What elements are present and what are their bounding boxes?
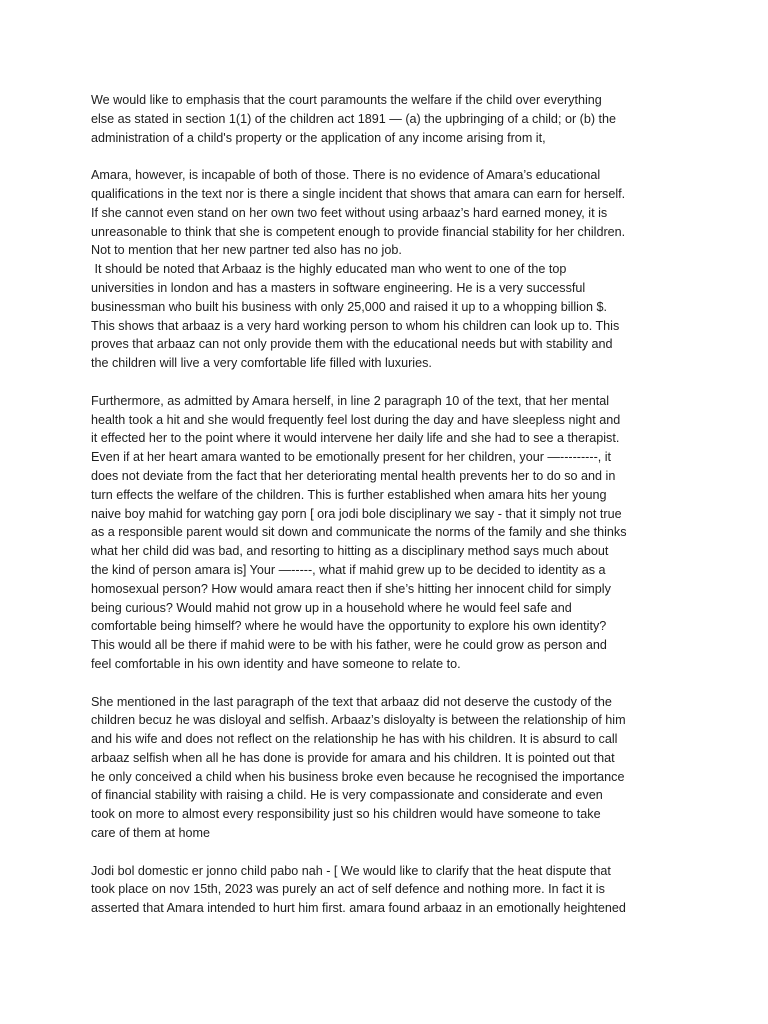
text-line: universities in london and has a masters in software engineering. He is a very successful (91, 280, 586, 295)
text-line: else as stated in section 1(1) of the children act 1891 — (a) the upbringing of a child; or (b) the (91, 111, 617, 126)
text-line: children becuz he was disloyal and selfish. Arbaaz’s disloyalty is between the relationship of him (91, 713, 626, 728)
paragraph-custody-disloyalty (91, 693, 691, 843)
paragraph-mental-health (91, 392, 691, 674)
text-line: unreasonable to think that she is competent enough to provide financial stability for her children. (91, 224, 626, 239)
paragraph-amara-incapable (91, 166, 691, 260)
text-line: turn effects the welfare of the children. This is further established when amara hits her young (91, 487, 607, 502)
text-line: proves that arbaaz can not only provide them with the educational needs but with stability and (91, 337, 613, 352)
text-line: This would all be there if mahid were to be with his father, were he could grow as person and (91, 638, 607, 653)
paragraph-domestic-dispute (91, 862, 691, 918)
text-line: We would like to emphasis that the court paramounts the welfare if the child over everything (91, 93, 602, 107)
text-line: health took a hit and she would frequently feel lost during the day and have sleepless night and (91, 412, 621, 427)
text-line: administration of a child's property or the application of any income arising from it, (91, 130, 546, 145)
text-line: and his wife and does not reflect on the relationship he has with his children. It is absurd to call (91, 732, 618, 747)
text-line: feel comfortable in his own identity and have someone to relate to. (91, 656, 461, 671)
document-page (91, 91, 691, 937)
text-line: care of them at home (91, 826, 211, 841)
text-line: took on more to almost every responsibility just so his children would have someone to take (91, 807, 601, 822)
text-line: Not to mention that her new partner ted also has no job. (91, 243, 402, 258)
text-line: She mentioned in the last paragraph of the text that arbaaz did not deserve the custody of the (91, 694, 612, 709)
text-line: of financial stability with raising a child. He is very compassionate and considerate and even (91, 788, 603, 803)
text-line: This shows that arbaaz is a very hard working person to whom his children can look up to. This (91, 318, 620, 333)
text-line: asserted that Amara intended to hurt him first. amara found arbaaz in an emotionally heightened (91, 901, 626, 916)
paragraph-arbaaz-educated (91, 260, 691, 373)
text-line: took place on nov 15th, 2023 was purely an act of self defence and nothing more. In fact it is (91, 882, 605, 897)
text-line: what her child did was bad, and resorting to hitting as a disciplinary method says much about (91, 544, 609, 559)
text-line: qualifications in the text nor is there a single incident that shows that amara can earn for herself. (91, 186, 626, 201)
text-line: comfortable being himself? where he would have the opportunity to explore his own identity? (91, 619, 607, 634)
text-line: as a responsible parent would sit down and communicate the norms of the family and she thinks (91, 525, 627, 540)
text-line: it effected her to the point where it would intervene her daily life and she had to see a therapist. (91, 431, 620, 446)
text-line: he only conceived a child when his business broke even because he recognised the importance (91, 769, 625, 784)
text-line: It should be noted that Arbaaz is the highly educated man who went to one of the top (91, 262, 567, 277)
text-line: being curious? Would mahid not grow up in a household where he would feel safe and (91, 600, 572, 615)
text-line: Jodi bol domestic er jonno child pabo nah - [ We would like to clarify that the heat dispute that (91, 863, 611, 878)
text-line: Furthermore, as admitted by Amara herself, in line 2 paragraph 10 of the text, that her mental (91, 393, 610, 408)
text-line: the children will live a very comfortable life filled with luxuries. (91, 356, 432, 371)
text-line: Amara, however, is incapable of both of those. There is no evidence of Amara’s educational (91, 168, 601, 183)
text-line: Even if at her heart amara wanted to be emotionally present for her children, your —---------, it (91, 450, 612, 465)
text-line: If she cannot even stand on her own two feet without using arbaaz’s hard earned money, it is (91, 205, 608, 220)
text-line: does not deviate from the fact that her deteriorating mental health prevents her to do so and in (91, 468, 616, 483)
text-line: naive boy mahid for watching gay porn [ ora jodi bole disciplinary we say - that it simply not true (91, 506, 622, 521)
text-line: the kind of person amara is] Your —-----, what if mahid grew up to be decided to identity as a (91, 562, 606, 577)
paragraph-welfare-emphasis (91, 91, 691, 147)
text-line: arbaaz selfish when all he has done is provide for amara and his children. It is pointed out that (91, 750, 615, 765)
text-line: homosexual person? How would amara react then if she’s hitting her innocent child for simply (91, 581, 611, 596)
text-line: businessman who built his business with only 25,000 and raised it up to a whopping billion $. (91, 299, 607, 314)
